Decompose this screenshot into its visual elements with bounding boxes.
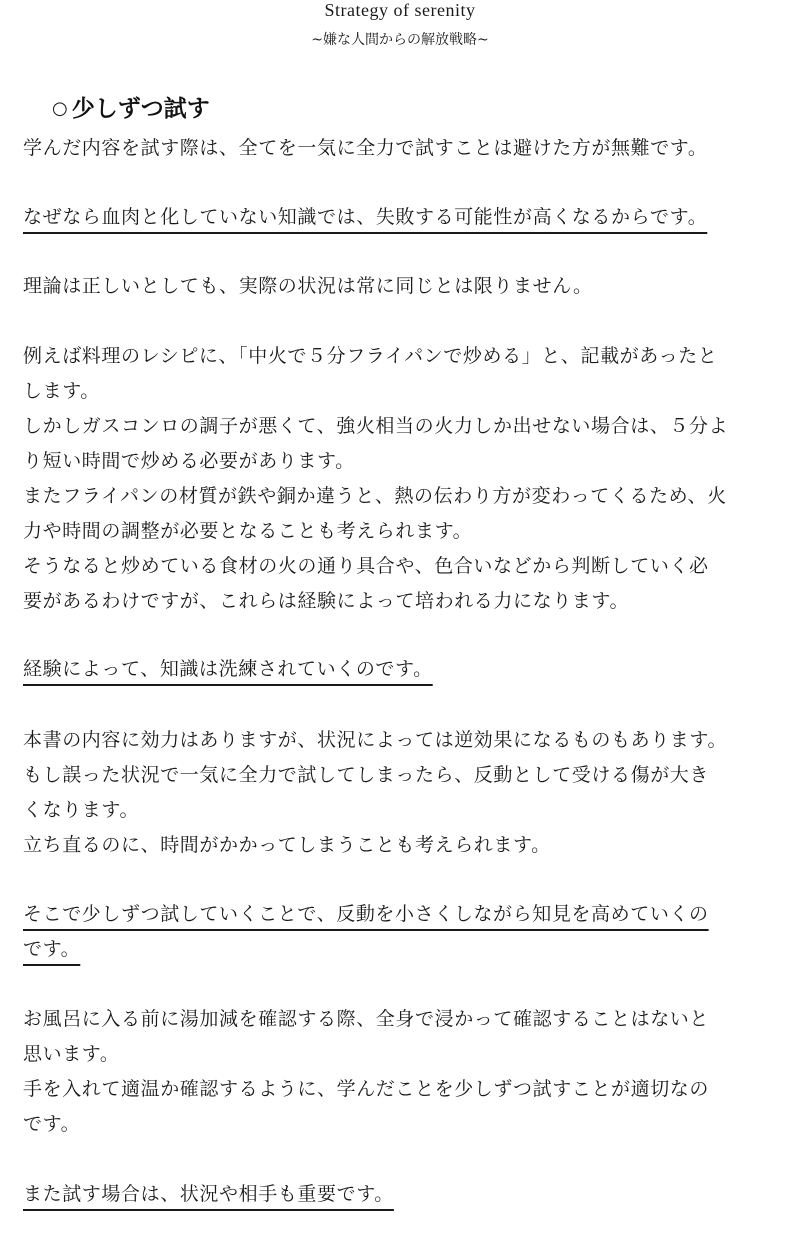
text-line: 思います。: [23, 1043, 120, 1065]
text-line: 本書の内容に効力はありますが、状況によっては逆効果になるものもあります。: [23, 729, 728, 751]
text-line: り短い時間で炒める必要があります。: [23, 450, 355, 472]
header-title: Strategy of serenity: [324, 0, 476, 20]
text-line: 力や時間の調整が必要となることも考えられます。: [23, 520, 473, 542]
text-line: そうなると炒めている食材の火の通り具合や、色合いなどから判断していく必: [23, 555, 709, 577]
underlined-text-line: なぜなら血肉と化していない知識では、失敗する可能性が高くなるからです。: [23, 206, 708, 228]
text-line: 例えば料理のレシピに、「中火で５分フライパンで炒める」と、記載があったと: [23, 345, 718, 367]
section-heading-text: 少しずつ試す: [71, 96, 210, 122]
underlined-text-line: そこで少しずつ試していくことで、反動を小さくしながら知見を高めていくの: [23, 903, 709, 925]
text-line: くなります。: [23, 799, 140, 821]
text-line: しかしガスコンロの調子が悪くて、強火相当の火力しか出せない場合は、５分よ: [23, 415, 729, 437]
text-line: またフライパンの材質が鉄や銅か違うと、熱の伝わり方が変わってくるため、火: [23, 485, 727, 507]
text-line: 立ち直るのに、時間がかかってしまうことも考えられます。: [23, 834, 551, 856]
text-line: 要があるわけですが、これらは経験によって培われる力になります。: [23, 590, 630, 612]
text-line: します。: [23, 380, 100, 402]
text-line: です。: [23, 1113, 81, 1135]
header-subtitle: ~嫌な人間からの解放戦略~: [311, 32, 489, 48]
text-line: 学んだ内容を試す際は、全てを一気に全力で試すことは避けた方が無難です。: [23, 137, 708, 159]
section-heading: [52, 94, 210, 124]
underlined-text-line: です。: [23, 938, 81, 960]
underlined-text-line: 経験によって、知識は洗練されていくのです。: [23, 658, 433, 680]
text-line: もし誤った状況で一気に全力で試してしまったら、反動として受ける傷が大き: [23, 764, 710, 786]
text-line: 手を入れて適温か確認するように、学んだことを少しずつ試すことが適切なの: [23, 1078, 710, 1100]
circle-bullet-icon: ○: [52, 98, 68, 119]
text-line: 理論は正しいとしても、実際の状況は常に同じとは限りません。: [23, 275, 593, 297]
underlined-text-line: また試す場合は、状況や相手も重要です。: [23, 1183, 394, 1205]
page-header: [0, 0, 800, 49]
text-line: お風呂に入る前に湯加減を確認する際、全身で浸かって確認することはないと: [23, 1008, 710, 1030]
